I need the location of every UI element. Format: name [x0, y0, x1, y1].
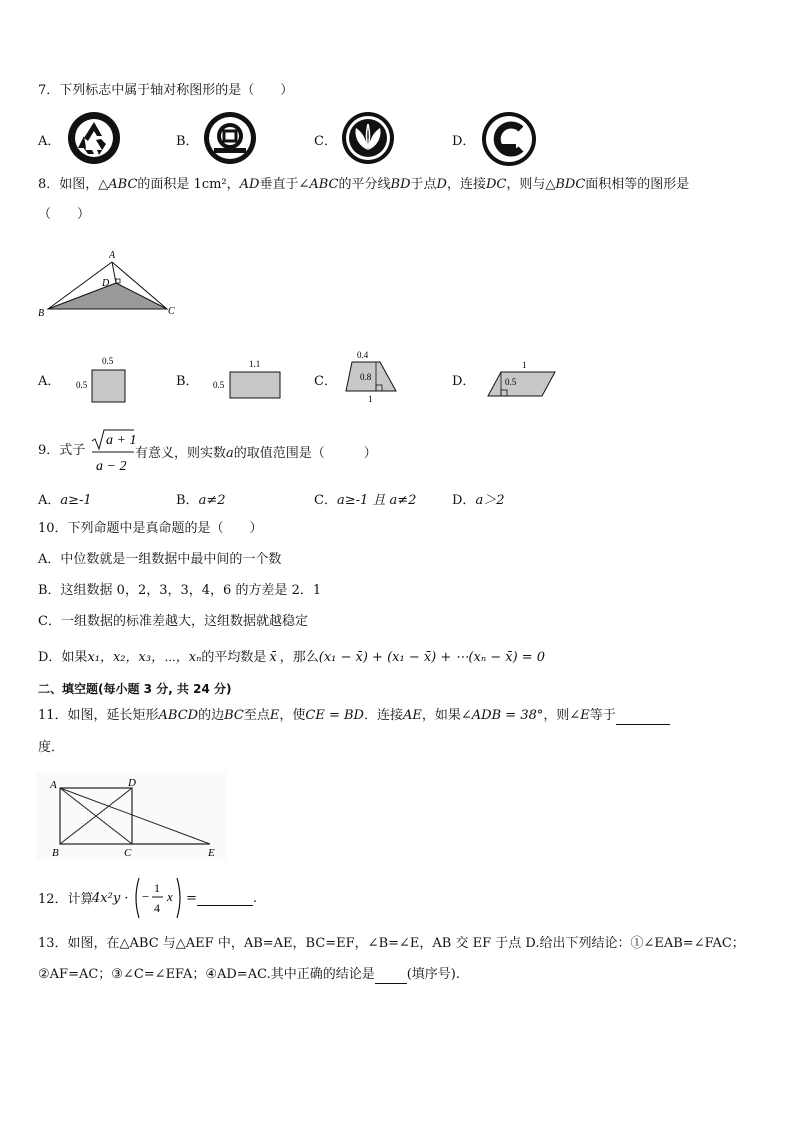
recycle-logo-icon — [66, 110, 122, 166]
leaf-emblem-icon — [340, 110, 396, 166]
q12-answer: = . — [186, 891, 258, 906]
q8-option-d-parallelogram — [484, 356, 560, 400]
svg-text:1: 1 — [154, 881, 160, 895]
q11-label-c: C — [124, 847, 132, 859]
svg-text:4: 4 — [154, 901, 160, 915]
svg-text:0.5: 0.5 — [102, 356, 114, 366]
q12-answer-blank[interactable] — [197, 891, 253, 906]
q9-suffix: 有意义，则实数a的取值范围是（ ） — [135, 446, 377, 461]
svg-text:0.5: 0.5 — [213, 380, 225, 390]
q13-line2: ②AF=AC；③∠C=∠EFA；④AD=AC.其中正确的结论是 (填序号). — [38, 967, 460, 982]
svg-text:0.5: 0.5 — [505, 377, 517, 387]
q8-option-d-label: D． — [452, 374, 476, 389]
q9-fraction — [90, 428, 136, 476]
q8-option-b-label: B． — [176, 374, 199, 389]
q13-answer-blank[interactable] — [375, 969, 407, 984]
q11-label-e: E — [208, 847, 215, 859]
svg-text:1: 1 — [368, 394, 373, 404]
q9-option-a: A．a≥-1 — [38, 493, 92, 508]
q8-option-a-label: A． — [38, 374, 61, 389]
svg-text:a + 1: a + 1 — [106, 433, 136, 448]
q7-option-c-label: C． — [314, 134, 337, 149]
q9-option-c: C．a≥-1 且 a≠2 — [314, 493, 417, 508]
q11-rectangle-figure — [36, 772, 226, 860]
q12-expression: 4x²y · — [92, 891, 129, 906]
section-2-heading: 二、填空题(每小题 3 分, 共 24 分) — [38, 682, 232, 696]
svg-text:1.1: 1.1 — [249, 359, 261, 369]
svg-text:x: x — [167, 889, 173, 904]
q11-label-a: A — [50, 779, 57, 791]
q12-prefix: 12．计算 — [38, 892, 94, 907]
q8-label-d: D — [102, 278, 110, 289]
q8-option-c-label: C． — [314, 374, 337, 389]
q8-label-c: C — [168, 306, 175, 317]
q9-prefix: 9．式子 — [38, 443, 86, 458]
q8-triangle-figure — [36, 246, 186, 318]
q10-stem: 10．下列命题中是真命题的是（ ） — [38, 521, 263, 536]
q8-option-c-trapezoid — [340, 348, 404, 404]
svg-text:0.5: 0.5 — [76, 380, 88, 390]
q8-option-b-rectangle — [210, 354, 290, 402]
q9-option-b: B．a≠2 — [176, 493, 226, 508]
q11-label-b: B — [52, 847, 59, 859]
bank-logo-icon — [202, 110, 258, 166]
q7-option-b-label: B． — [176, 134, 199, 149]
q7-stem: 7．下列标志中属于轴对称图形的是（ ） — [38, 83, 294, 98]
q10-option-a: A．中位数就是一组数据中最中间的一个数 — [38, 552, 282, 567]
c-logo-icon — [480, 110, 538, 168]
svg-text:0.4: 0.4 — [357, 350, 369, 360]
q8-option-a-square — [72, 352, 132, 406]
q13-line1: 13．如图，在△ABC 与△AEF 中，AB=AE，BC=EF，∠B=∠E，AB 交 EF 于点 D.给出下列结论：①∠EAB=∠FAC； — [38, 936, 745, 951]
svg-text:0.8: 0.8 — [360, 372, 372, 382]
q12-fraction-paren — [133, 876, 189, 920]
q9-option-d: D．a＞2 — [452, 493, 505, 508]
svg-text:1: 1 — [522, 360, 527, 370]
q10-option-b: B．这组数据 0，2，3，3，4，6 的方差是 2．1 — [38, 583, 322, 598]
q7-option-a-label: A． — [38, 134, 61, 149]
q10-option-d: D．如果x₁，x₂，x₃，⋯，xₙ的平均数是 x̄ ，那么(x₁ − x̄) + (x₁ − x̄) + ⋯(xₙ − x̄) = 0 — [38, 650, 546, 665]
svg-text:a − 2: a − 2 — [96, 459, 127, 474]
q8-label-b: B — [38, 308, 45, 318]
q10-option-c: C．一组数据的标准差越大，这组数据就越稳定 — [38, 614, 308, 629]
q11-line2: 度． — [38, 740, 65, 755]
q8-label-a: A — [109, 250, 116, 261]
q11-label-d: D — [128, 777, 136, 789]
q8-paren: （ ） — [38, 207, 91, 222]
q11-line1: 11．如图，延长矩形ABCD的边BC至点E，使CE = BD．连接AE，如果∠ADB = 38°，则∠E等于 — [38, 707, 670, 725]
q7-option-d-label: D． — [452, 134, 476, 149]
svg-text:−: − — [142, 889, 150, 904]
q11-answer-blank[interactable] — [616, 710, 670, 725]
q8-stem: 8．如图，△ABC的面积是 1cm²，AD垂直于∠ABC的平分线BD于点D，连接DC，则与△BDC面积相等的图形是 — [38, 177, 690, 192]
